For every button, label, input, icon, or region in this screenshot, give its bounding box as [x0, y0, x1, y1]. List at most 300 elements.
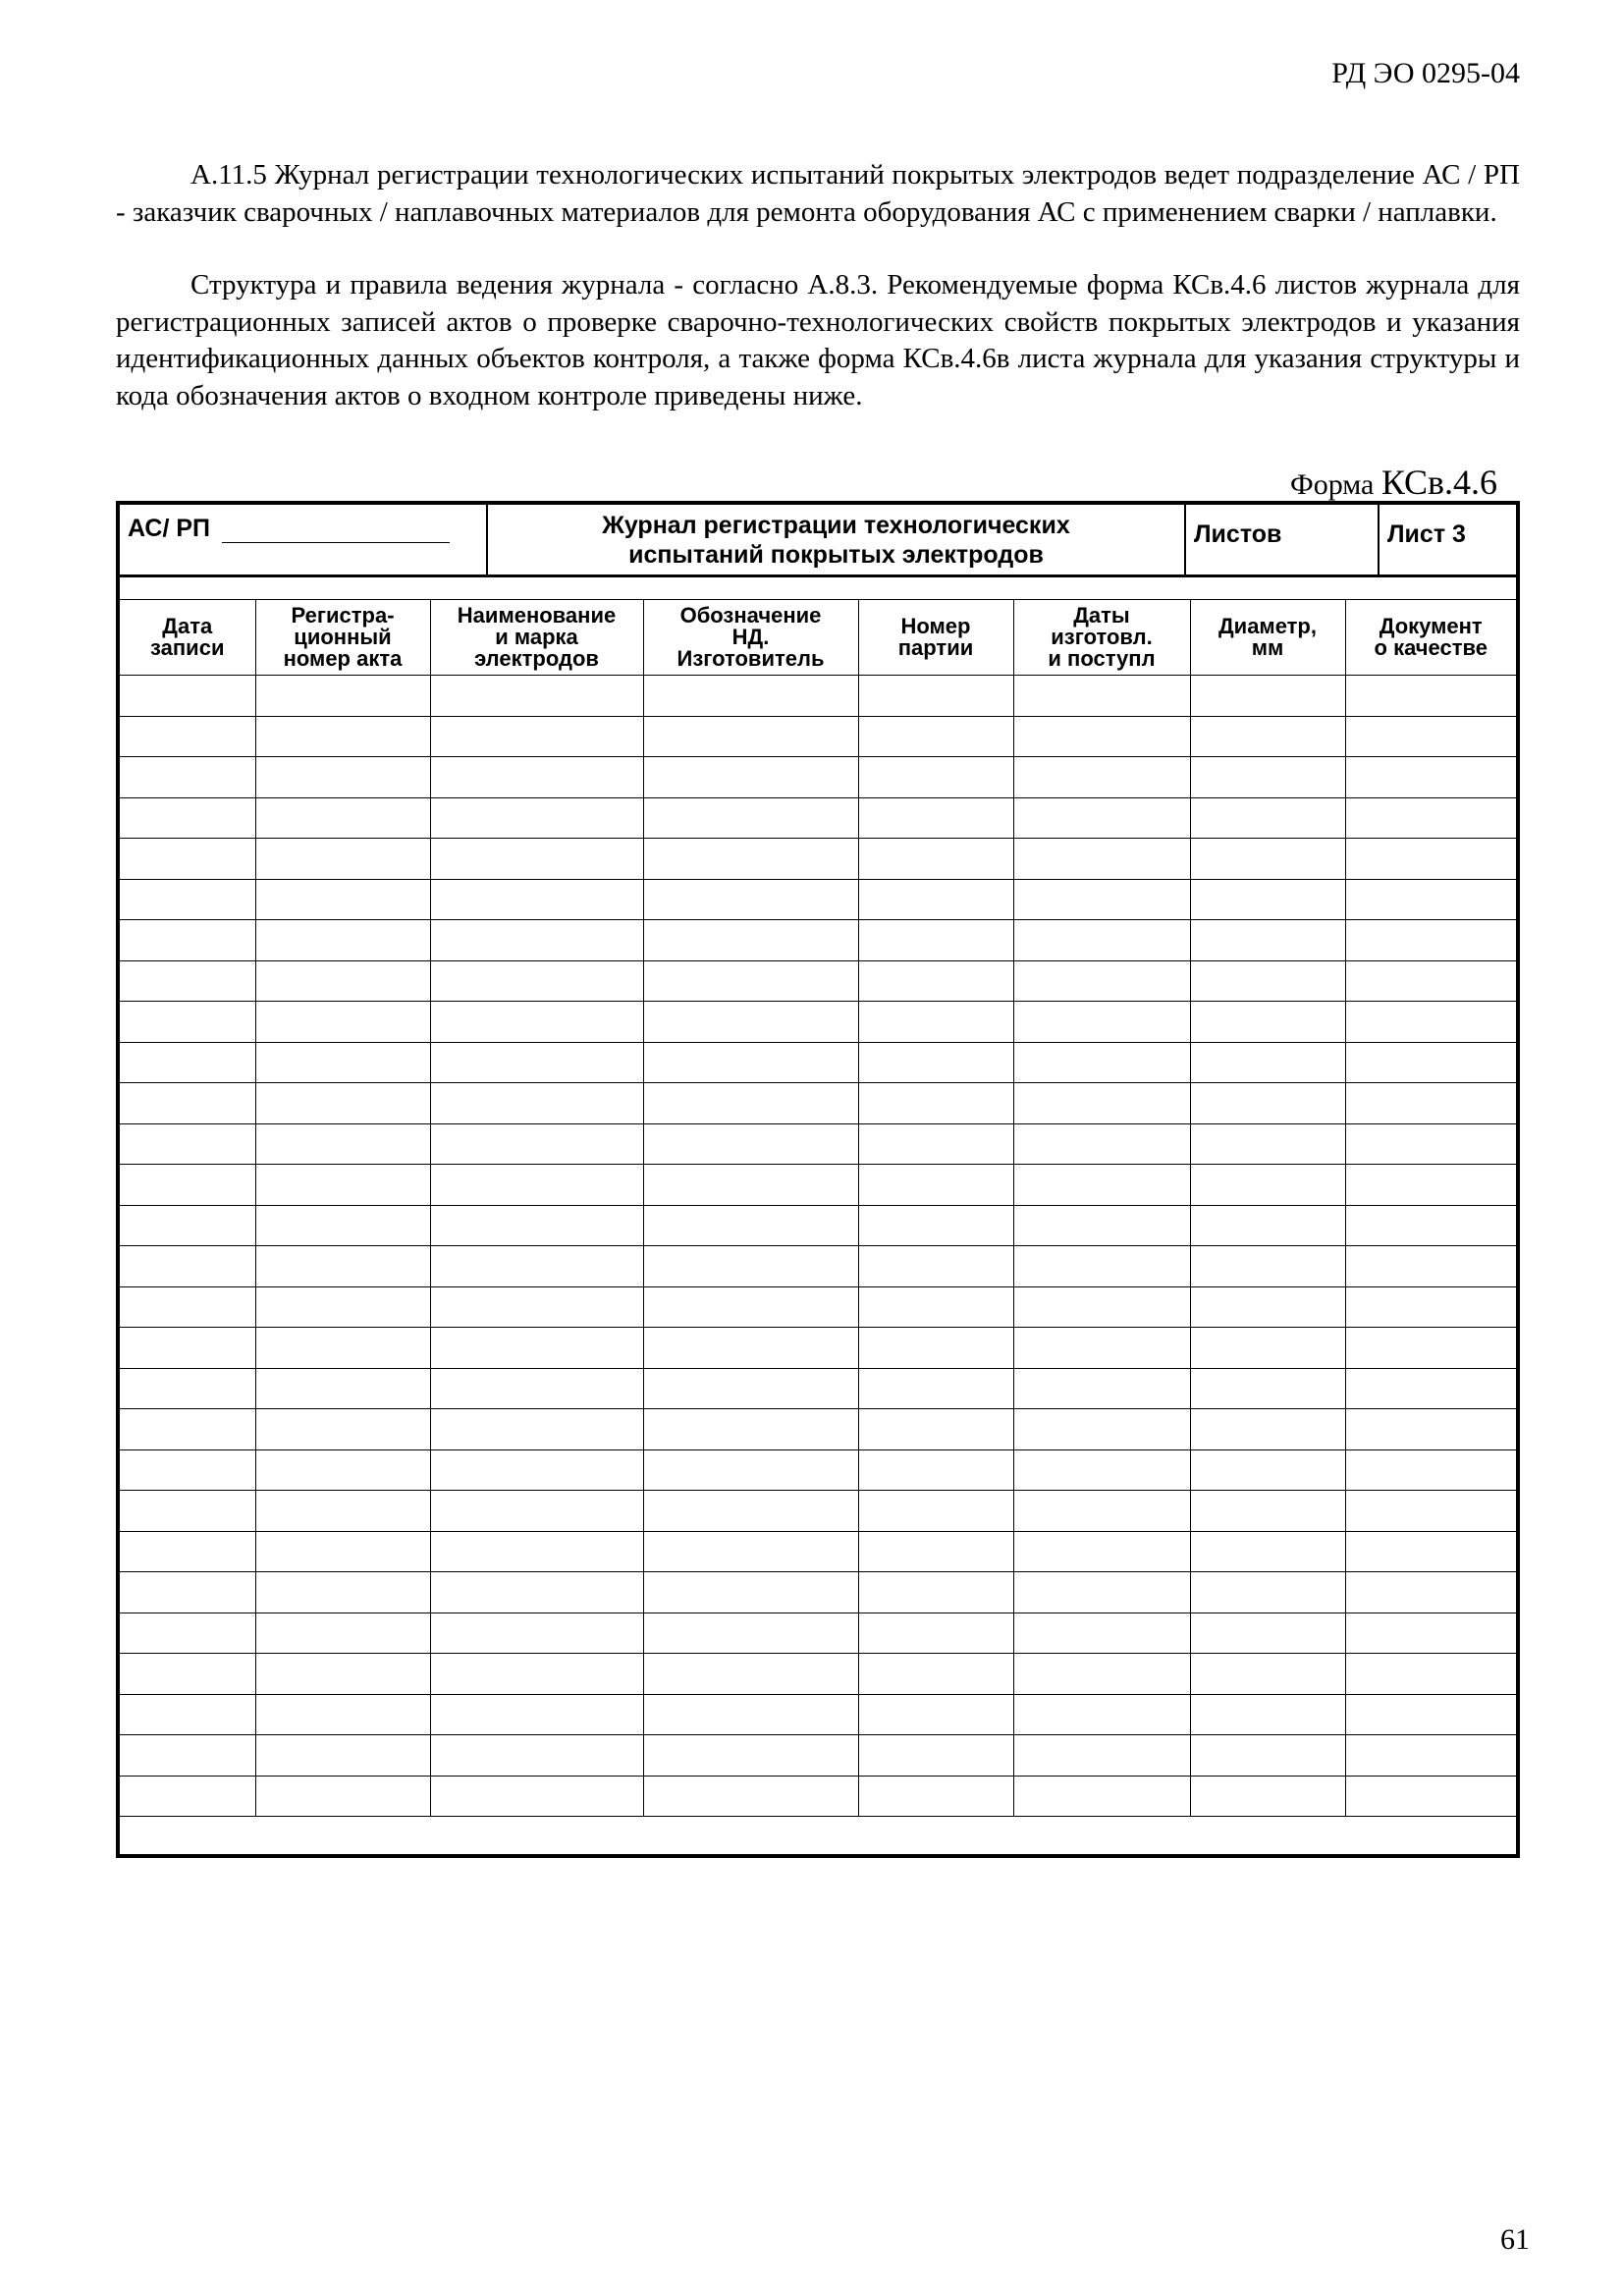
table-cell[interactable] [643, 1042, 858, 1083]
table-cell[interactable] [430, 1328, 643, 1369]
table-cell[interactable] [120, 1409, 255, 1450]
table-row [120, 1165, 1516, 1206]
table-cell[interactable] [430, 1694, 643, 1735]
journal-form [116, 501, 1520, 1858]
table-row [120, 1042, 1516, 1083]
table-cell[interactable] [643, 839, 858, 880]
table-cell[interactable] [255, 797, 430, 839]
table-row [120, 1002, 1516, 1043]
table-cell[interactable] [255, 1328, 430, 1369]
column-header-line: и поступл [1048, 646, 1156, 671]
table-cell[interactable] [643, 797, 858, 839]
column-header [120, 600, 255, 676]
table-cell[interactable] [1345, 676, 1516, 717]
table-row [120, 1613, 1516, 1654]
table-cell[interactable] [1345, 1531, 1516, 1572]
table-cell[interactable] [120, 1205, 255, 1246]
table-cell[interactable] [430, 797, 643, 839]
table-cell[interactable] [255, 920, 430, 961]
table-cell[interactable] [643, 1572, 858, 1613]
table-cell[interactable] [1190, 1449, 1345, 1491]
table-cell[interactable] [643, 1123, 858, 1165]
table-cell[interactable] [1345, 1246, 1516, 1287]
table-cell[interactable] [643, 1694, 858, 1735]
table-row [120, 879, 1516, 920]
column-header-line: электродов [474, 646, 599, 671]
table-cell[interactable] [430, 1776, 643, 1817]
table-cell[interactable] [120, 839, 255, 880]
table-cell[interactable] [430, 839, 643, 880]
table-cell[interactable] [255, 757, 430, 798]
table-cell[interactable] [120, 1531, 255, 1572]
table-cell[interactable] [255, 879, 430, 920]
table-cell[interactable] [858, 1002, 1013, 1043]
table-cell[interactable] [1190, 1286, 1345, 1328]
paragraph-structure-text: Структура и правила ведения журнала - согласно А.8.3. Рекомендуемые форма КСв.4.6 листов журнала для регистрационных записей актов о проверке сварочно-технологических свойств покрытых электродов и указания идентификационных данных объектов контроля, а также форма КСв.4.6в листа журнала для указания структуры и кода обозначения актов о входном контроле приведены ниже. [116, 269, 1520, 411]
table-cell[interactable] [1013, 1613, 1190, 1654]
table-cell[interactable] [858, 1694, 1013, 1735]
form-header [120, 505, 1516, 577]
table-cell[interactable] [1013, 1449, 1190, 1491]
table-cell[interactable] [1190, 1776, 1345, 1817]
column-header-line: Даты [1073, 603, 1130, 628]
table-row [120, 797, 1516, 839]
table-cell[interactable] [120, 797, 255, 839]
table-cell[interactable] [255, 676, 430, 717]
table-cell[interactable] [255, 1002, 430, 1043]
table-cell[interactable] [255, 1776, 430, 1817]
table-cell[interactable] [120, 1449, 255, 1491]
table-row [120, 676, 1516, 717]
column-header-line: Обозначение [679, 603, 822, 628]
table-row [120, 1735, 1516, 1777]
table-cell[interactable] [430, 1735, 643, 1777]
table-cell[interactable] [255, 1694, 430, 1735]
table-row [120, 1083, 1516, 1124]
column-header [255, 600, 430, 676]
table-cell[interactable] [255, 1491, 430, 1532]
table-cell[interactable] [430, 1042, 643, 1083]
table-cell[interactable] [430, 1531, 643, 1572]
form-label [1290, 462, 1497, 503]
table-row [120, 1776, 1516, 1817]
table-cell[interactable] [643, 1165, 858, 1206]
table-row [120, 1286, 1516, 1328]
table-cell[interactable] [1013, 1123, 1190, 1165]
table-cell[interactable] [643, 1409, 858, 1450]
table-cell[interactable] [858, 1735, 1013, 1777]
table-cell[interactable] [255, 1654, 430, 1695]
journal-title [488, 505, 1186, 574]
table-cell[interactable] [1345, 1042, 1516, 1083]
table-cell[interactable] [1345, 920, 1516, 961]
column-header-line: мм [1251, 635, 1284, 660]
column-header-line: Диаметр, [1218, 614, 1317, 638]
table-cell[interactable] [1345, 839, 1516, 880]
table-cell[interactable] [643, 1246, 858, 1287]
table-cell[interactable] [255, 960, 430, 1002]
table-cell[interactable] [255, 1165, 430, 1206]
column-header-line: Дата [162, 614, 213, 638]
table-cell[interactable] [858, 676, 1013, 717]
table-cell[interactable] [1345, 1002, 1516, 1043]
table-cell[interactable] [858, 716, 1013, 757]
table-cell[interactable] [1013, 1286, 1190, 1328]
table-cell[interactable] [1013, 1531, 1190, 1572]
table-cell[interactable] [430, 1491, 643, 1532]
table-cell[interactable] [1345, 1205, 1516, 1246]
table-cell[interactable] [1190, 920, 1345, 961]
table-cell[interactable] [255, 1531, 430, 1572]
table-cell[interactable] [120, 1328, 255, 1369]
table-cell[interactable] [1013, 1328, 1190, 1369]
table-cell[interactable] [858, 1083, 1013, 1124]
table-cell[interactable] [120, 676, 255, 717]
table-cell[interactable] [1013, 960, 1190, 1002]
column-header-line: Документ [1379, 614, 1483, 638]
table-cell[interactable] [255, 1368, 430, 1409]
table-cell[interactable] [1013, 1776, 1190, 1817]
table-cell[interactable] [430, 1123, 643, 1165]
table-cell[interactable] [120, 1246, 255, 1287]
column-header [858, 600, 1013, 676]
table-cell[interactable] [1190, 716, 1345, 757]
table-cell[interactable] [1013, 676, 1190, 717]
table-cell[interactable] [1345, 1776, 1516, 1817]
table-cell[interactable] [1013, 1042, 1190, 1083]
document-code: РД ЭО 0295-04 [1331, 57, 1520, 89]
table-cell[interactable] [430, 1286, 643, 1328]
table-cell[interactable] [1345, 1694, 1516, 1735]
column-header-line: записи [150, 635, 225, 660]
table-cell[interactable] [858, 1531, 1013, 1572]
table-cell[interactable] [1190, 1002, 1345, 1043]
table-row [120, 1572, 1516, 1613]
table-cell[interactable] [858, 1246, 1013, 1287]
column-header-line: Регистра- [291, 603, 395, 628]
table-cell[interactable] [255, 1042, 430, 1083]
table-cell[interactable] [1013, 1694, 1190, 1735]
table-cell[interactable] [255, 1286, 430, 1328]
table-cell[interactable] [1190, 1042, 1345, 1083]
column-header-row [120, 600, 1516, 676]
table-cell[interactable] [1345, 1613, 1516, 1654]
table-cell[interactable] [430, 1449, 643, 1491]
journal-table [120, 599, 1516, 1817]
table-cell[interactable] [255, 716, 430, 757]
table-cell[interactable] [120, 1491, 255, 1532]
table-cell[interactable] [1190, 839, 1345, 880]
table-cell[interactable] [120, 1613, 255, 1654]
table-cell[interactable] [255, 1613, 430, 1654]
table-cell[interactable] [1013, 1368, 1190, 1409]
table-cell[interactable] [1013, 1491, 1190, 1532]
table-cell[interactable] [643, 1531, 858, 1572]
journal-title-line1: Журнал регистрации технологических [602, 512, 1070, 539]
table-cell[interactable] [430, 1246, 643, 1287]
column-header-line: и марка [495, 625, 578, 649]
table-cell[interactable] [858, 1368, 1013, 1409]
table-cell[interactable] [1013, 879, 1190, 920]
asrp-label: АС/ РП [128, 515, 211, 542]
table-cell[interactable] [255, 1123, 430, 1165]
table-cell[interactable] [1013, 1205, 1190, 1246]
table-cell[interactable] [1013, 1002, 1190, 1043]
table-row [120, 1694, 1516, 1735]
table-cell[interactable] [643, 1205, 858, 1246]
table-cell[interactable] [1013, 757, 1190, 798]
table-cell[interactable] [858, 1613, 1013, 1654]
table-cell[interactable] [1190, 1409, 1345, 1450]
table-cell[interactable] [1345, 1409, 1516, 1450]
table-cell[interactable] [255, 1572, 430, 1613]
table-row [120, 716, 1516, 757]
column-header [1345, 600, 1516, 676]
table-row [120, 1531, 1516, 1572]
table-cell[interactable] [1190, 960, 1345, 1002]
table-cell[interactable] [1345, 1286, 1516, 1328]
table-cell[interactable] [120, 960, 255, 1002]
table-cell[interactable] [643, 1328, 858, 1369]
table-cell[interactable] [858, 1042, 1013, 1083]
table-cell[interactable] [1190, 797, 1345, 839]
table-cell[interactable] [1190, 1572, 1345, 1613]
table-cell[interactable] [430, 1002, 643, 1043]
table-cell[interactable] [643, 1002, 858, 1043]
table-cell[interactable] [1013, 1083, 1190, 1124]
column-header [643, 600, 858, 676]
table-cell[interactable] [643, 879, 858, 920]
sheets-total-cell: Листов [1186, 505, 1380, 574]
table-cell[interactable] [430, 1613, 643, 1654]
journal-title-line2: испытаний покрытых электродов [628, 541, 1044, 569]
column-header-line: ционный [294, 625, 392, 649]
table-cell[interactable] [120, 1776, 255, 1817]
header-gap-row [120, 574, 1516, 600]
table-cell[interactable] [1190, 757, 1345, 798]
table-cell[interactable] [120, 1042, 255, 1083]
table-cell[interactable] [1190, 1368, 1345, 1409]
table-cell[interactable] [120, 757, 255, 798]
table-cell[interactable] [1345, 1572, 1516, 1613]
form-label-prefix: Форма [1290, 468, 1375, 501]
table-cell[interactable] [1190, 1123, 1345, 1165]
table-cell[interactable] [1190, 879, 1345, 920]
table-cell[interactable] [643, 960, 858, 1002]
table-row [120, 1409, 1516, 1450]
table-cell[interactable] [1345, 1083, 1516, 1124]
table-cell[interactable] [858, 1123, 1013, 1165]
table-cell[interactable] [1013, 839, 1190, 880]
column-header-line: НД. [731, 625, 770, 649]
table-cell[interactable] [643, 1735, 858, 1777]
table-cell[interactable] [255, 1449, 430, 1491]
table-cell[interactable] [1013, 797, 1190, 839]
table-cell[interactable] [1013, 1735, 1190, 1777]
asrp-fill-line [222, 519, 450, 543]
table-cell[interactable] [1345, 797, 1516, 839]
table-cell[interactable] [1345, 716, 1516, 757]
table-cell[interactable] [858, 920, 1013, 961]
table-row [120, 839, 1516, 880]
table-cell[interactable] [1013, 716, 1190, 757]
table-cell[interactable] [1190, 1531, 1345, 1572]
table-row [120, 1328, 1516, 1369]
table-cell[interactable] [255, 839, 430, 880]
table-cell[interactable] [430, 716, 643, 757]
column-header [430, 600, 643, 676]
table-cell[interactable] [430, 676, 643, 717]
table-cell[interactable] [858, 839, 1013, 880]
table-cell[interactable] [120, 1735, 255, 1777]
table-cell[interactable] [430, 757, 643, 798]
table-cell[interactable] [255, 1246, 430, 1287]
table-cell[interactable] [430, 1409, 643, 1450]
table-cell[interactable] [858, 1205, 1013, 1246]
table-cell[interactable] [858, 1409, 1013, 1450]
table-cell[interactable] [643, 1654, 858, 1695]
table-cell[interactable] [430, 1368, 643, 1409]
table-cell[interactable] [643, 1491, 858, 1532]
table-row [120, 1654, 1516, 1695]
table-cell[interactable] [1190, 1735, 1345, 1777]
table-cell[interactable] [643, 1286, 858, 1328]
table-cell[interactable] [1345, 1654, 1516, 1695]
column-header-line: Номер [900, 614, 971, 638]
table-cell[interactable] [643, 676, 858, 717]
column-header-line: о качестве [1374, 635, 1488, 660]
table-cell[interactable] [858, 1286, 1013, 1328]
table-cell[interactable] [1190, 1165, 1345, 1206]
table-cell[interactable] [430, 960, 643, 1002]
table-cell[interactable] [1013, 1572, 1190, 1613]
table-cell[interactable] [858, 1572, 1013, 1613]
table-row [120, 1205, 1516, 1246]
table-cell[interactable] [120, 1654, 255, 1695]
page-number: 61 [1500, 2223, 1530, 2256]
table-cell[interactable] [643, 1776, 858, 1817]
table-cell[interactable] [255, 1205, 430, 1246]
table-cell[interactable] [1190, 1613, 1345, 1654]
column-header-line: партии [897, 635, 974, 660]
form-label-code: КСв.4.6 [1380, 463, 1497, 502]
table-cell[interactable] [120, 1572, 255, 1613]
table-cell[interactable] [120, 1083, 255, 1124]
table-row [120, 960, 1516, 1002]
table-cell[interactable] [1013, 1654, 1190, 1695]
table-cell[interactable] [643, 1449, 858, 1491]
table-cell[interactable] [120, 879, 255, 920]
table-cell[interactable] [643, 757, 858, 798]
table-cell[interactable] [430, 1165, 643, 1206]
table-cell[interactable] [430, 1083, 643, 1124]
table-cell[interactable] [120, 1286, 255, 1328]
table-cell[interactable] [1345, 1449, 1516, 1491]
table-cell[interactable] [858, 1654, 1013, 1695]
table-cell[interactable] [1013, 1246, 1190, 1287]
table-row [120, 1123, 1516, 1165]
table-cell[interactable] [1345, 960, 1516, 1002]
table-row [120, 757, 1516, 798]
table-cell[interactable] [1345, 1735, 1516, 1777]
table-cell[interactable] [1345, 1328, 1516, 1369]
table-cell[interactable] [1345, 1368, 1516, 1409]
column-header-line: изготовл. [1051, 625, 1153, 649]
table-cell[interactable] [1345, 757, 1516, 798]
table-cell[interactable] [120, 1694, 255, 1735]
table-cell[interactable] [643, 1613, 858, 1654]
table-cell[interactable] [1190, 1328, 1345, 1369]
column-header-line: Наименование [457, 603, 617, 628]
table-cell[interactable] [120, 1123, 255, 1165]
table-cell[interactable] [430, 879, 643, 920]
table-cell[interactable] [643, 716, 858, 757]
table-cell[interactable] [1345, 1123, 1516, 1165]
column-header [1190, 600, 1345, 676]
table-cell[interactable] [858, 1165, 1013, 1206]
table-cell[interactable] [1190, 1694, 1345, 1735]
table-cell[interactable] [858, 1449, 1013, 1491]
table-cell[interactable] [1013, 920, 1190, 961]
table-cell[interactable] [858, 1328, 1013, 1369]
table-row [120, 920, 1516, 961]
table-cell[interactable] [120, 1368, 255, 1409]
paragraph-structure [116, 267, 1520, 414]
table-cell[interactable] [1190, 1083, 1345, 1124]
table-cell[interactable] [1345, 879, 1516, 920]
sheet-number-cell: Лист 3 [1387, 520, 1466, 548]
table-cell[interactable] [1345, 1165, 1516, 1206]
table-cell[interactable] [858, 960, 1013, 1002]
table-cell[interactable] [858, 797, 1013, 839]
table-cell[interactable] [1190, 676, 1345, 717]
table-cell[interactable] [1190, 1246, 1345, 1287]
table-cell[interactable] [858, 1491, 1013, 1532]
table-row [120, 1491, 1516, 1532]
table-cell[interactable] [255, 1735, 430, 1777]
table-cell[interactable] [1013, 1409, 1190, 1450]
table-cell[interactable] [1345, 1491, 1516, 1532]
asrp-cell [120, 505, 488, 574]
table-cell[interactable] [858, 879, 1013, 920]
table-cell[interactable] [1190, 1205, 1345, 1246]
column-header [1013, 600, 1190, 676]
table-cell[interactable] [643, 1083, 858, 1124]
table-cell[interactable] [255, 1409, 430, 1450]
table-cell[interactable] [1013, 1165, 1190, 1206]
table-cell[interactable] [1190, 1491, 1345, 1532]
table-cell[interactable] [430, 1572, 643, 1613]
table-cell[interactable] [120, 716, 255, 757]
table-cell[interactable] [120, 1165, 255, 1206]
paragraph-a11-5 [116, 157, 1520, 231]
table-cell[interactable] [643, 920, 858, 961]
table-row [120, 1246, 1516, 1287]
table-cell[interactable] [430, 1205, 643, 1246]
table-cell[interactable] [643, 1368, 858, 1409]
table-cell[interactable] [120, 1002, 255, 1043]
table-cell[interactable] [120, 920, 255, 961]
column-header-line: Изготовитель [676, 646, 825, 671]
column-header-line: номер акта [283, 646, 403, 671]
table-cell[interactable] [1190, 1654, 1345, 1695]
table-cell[interactable] [858, 757, 1013, 798]
table-cell[interactable] [858, 1776, 1013, 1817]
table-cell[interactable] [430, 920, 643, 961]
table-cell[interactable] [255, 1083, 430, 1124]
table-row [120, 1368, 1516, 1409]
table-cell[interactable] [430, 1654, 643, 1695]
